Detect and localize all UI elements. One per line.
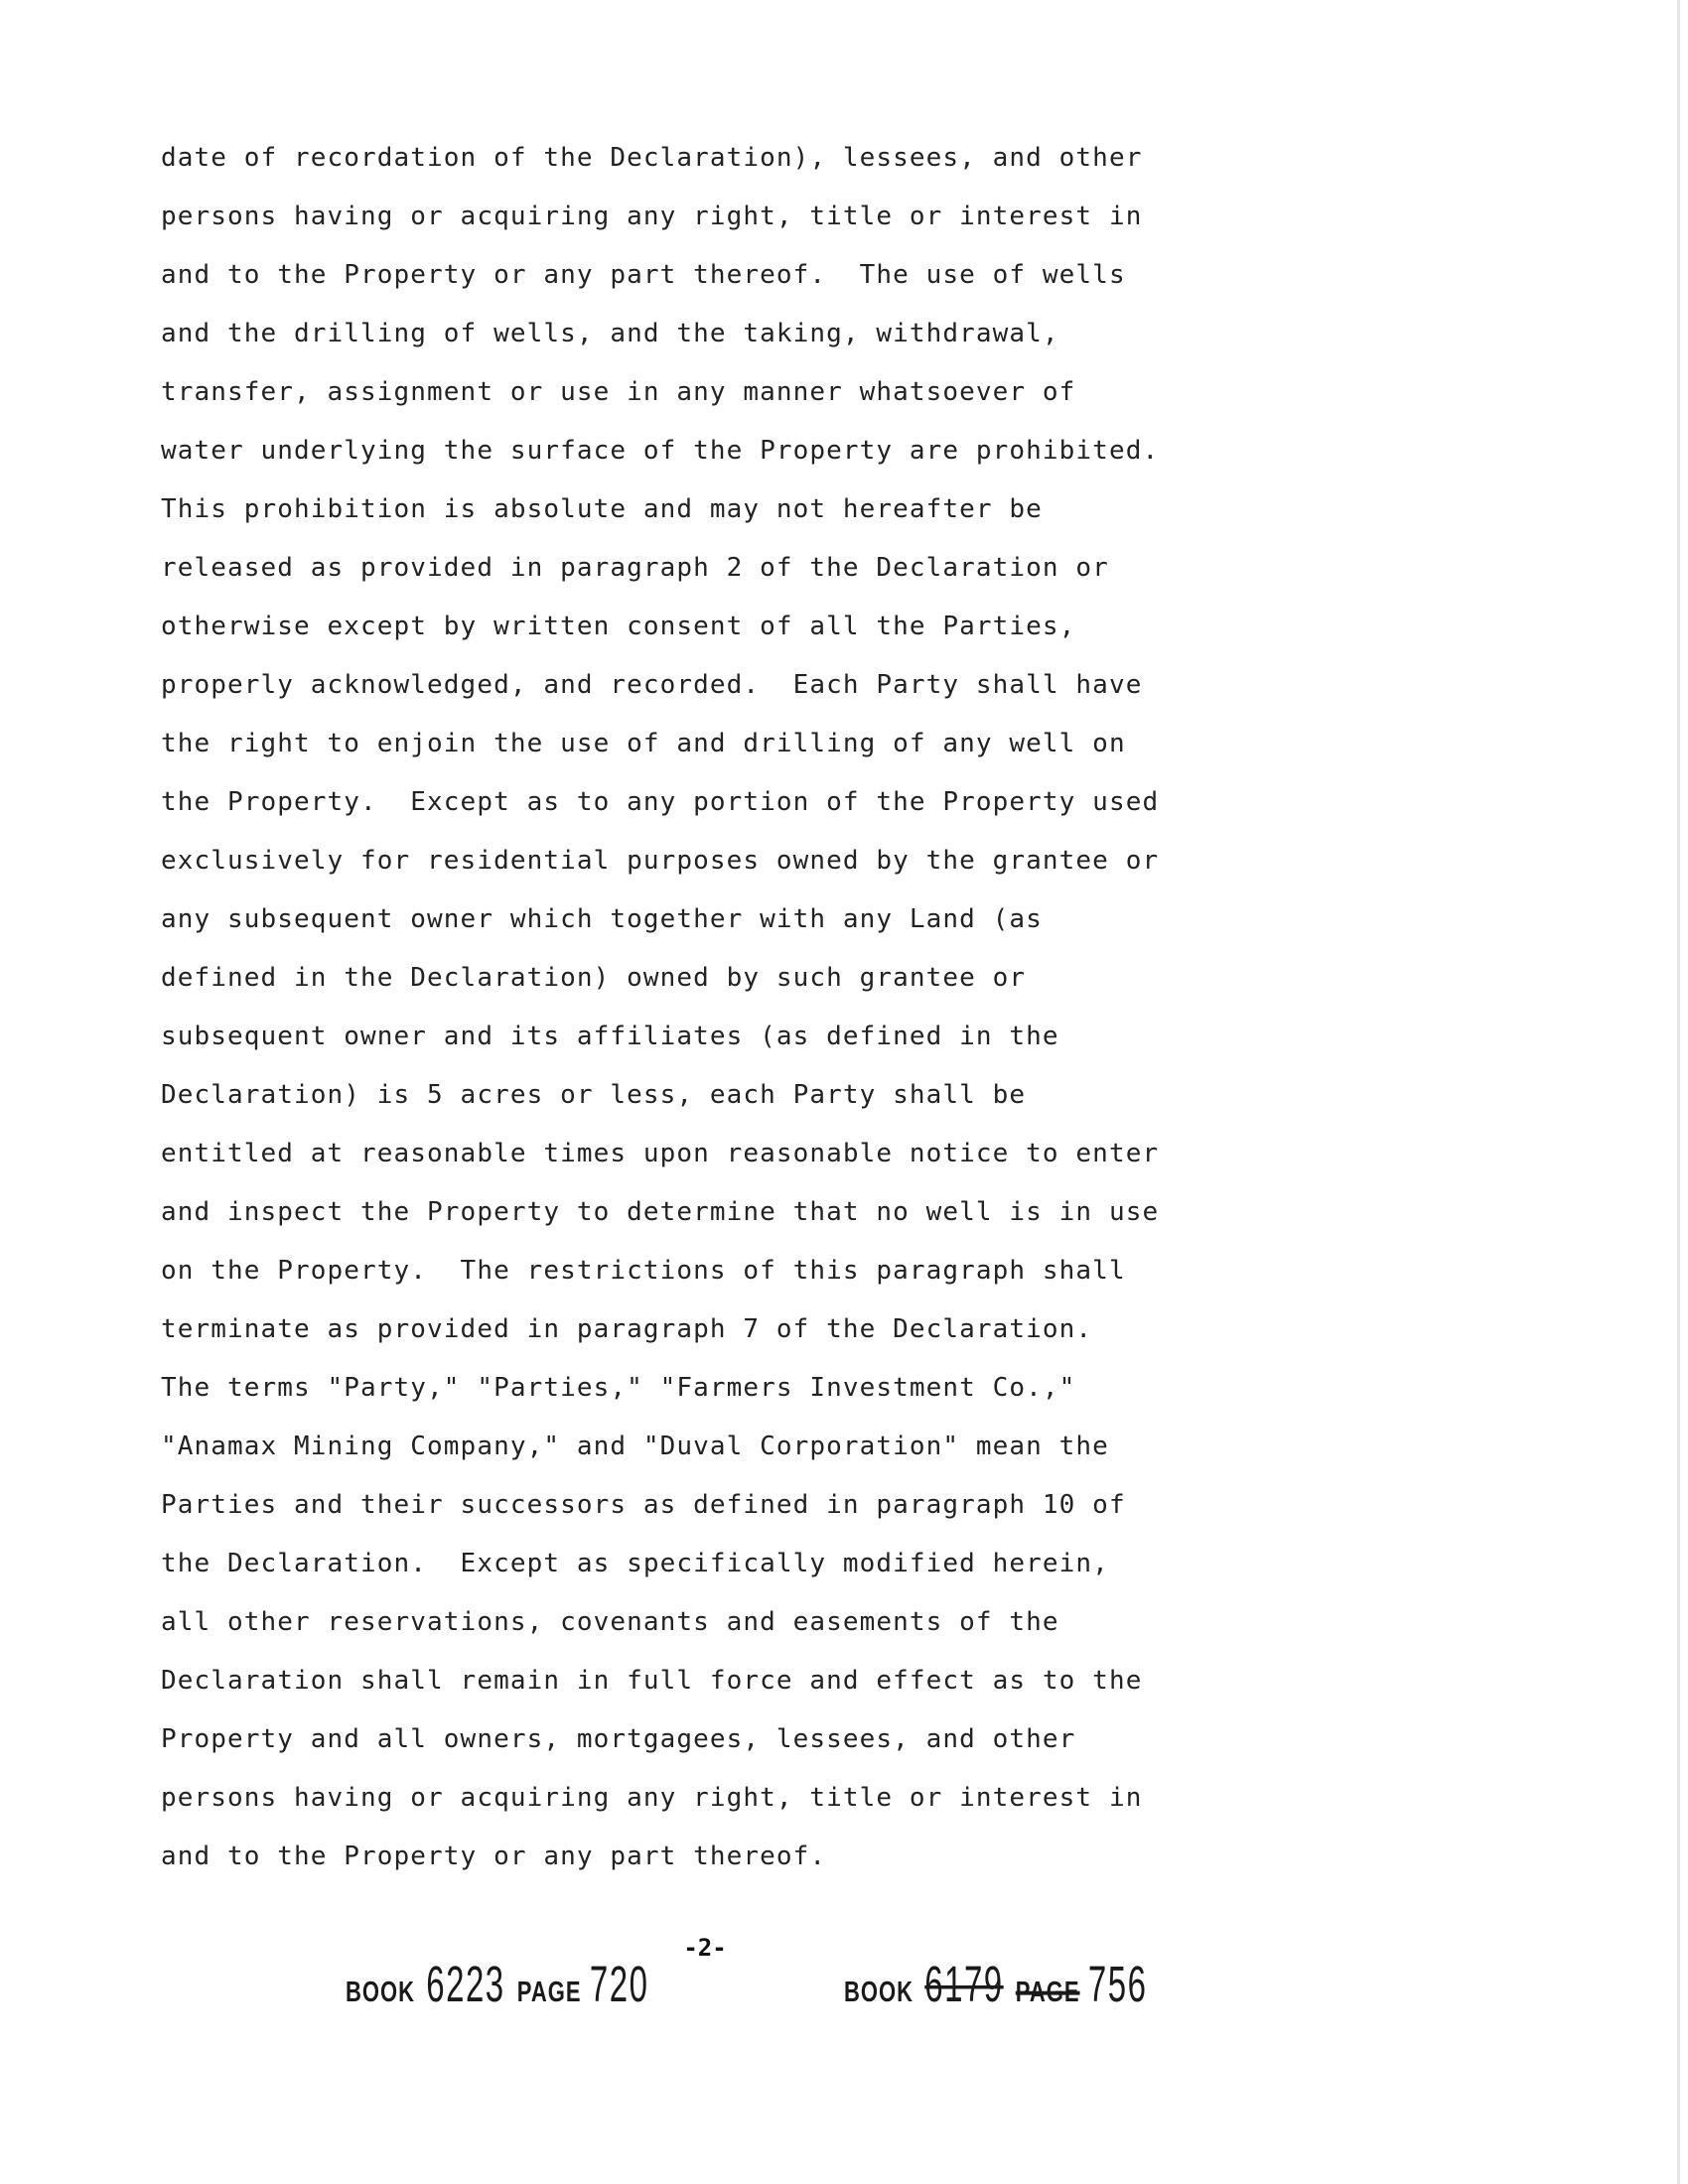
text-line: properly acknowledged, and recorded. Each Party shall have	[161, 670, 1143, 700]
text-line: This prohibition is absolute and may not hereafter be	[161, 494, 1043, 524]
recording-stamp-left	[346, 1957, 652, 2013]
text-line: any subsequent owner which together with any Land (as	[161, 904, 1043, 934]
text-line: "Anamax Mining Company," and "Duval Corporation" mean the	[161, 1432, 1109, 1461]
stamp-page-label: PAGE	[516, 1976, 582, 2008]
text-line: entitled at reasonable times upon reasonable notice to enter	[161, 1139, 1160, 1168]
stamp-page-number: 720	[589, 1957, 649, 2013]
text-line: Property and all owners, mortgagees, lessees, and other	[161, 1724, 1076, 1754]
stamp-page-label: PAGE	[1015, 1976, 1080, 2008]
text-line: water underlying the surface of the Property are prohibited.	[161, 436, 1160, 466]
document-body	[161, 129, 1263, 1886]
text-line: the right to enjoin the use of and drilling of any well on	[161, 729, 1126, 758]
stamp-book-number: 6179	[924, 1957, 1005, 2013]
text-line: persons having or acquiring any right, title or interest in	[161, 1783, 1143, 1813]
text-line: and to the Property or any part thereof.	[161, 1842, 827, 1871]
text-line: Parties and their successors as defined in paragraph 10 of	[161, 1490, 1126, 1520]
text-line: otherwise except by written consent of all the Parties,	[161, 612, 1076, 641]
text-line: persons having or acquiring any right, title or interest in	[161, 202, 1143, 231]
text-line: The terms "Party," "Parties," "Farmers Investment Co.,"	[161, 1373, 1076, 1403]
stamp-book-number: 6223	[426, 1957, 506, 2013]
text-line: Declaration) is 5 acres or less, each Party shall be	[161, 1080, 1027, 1110]
text-line: subsequent owner and its affiliates (as defined in the	[161, 1022, 1059, 1051]
text-line: and the drilling of wells, and the taking, withdrawal,	[161, 319, 1059, 348]
text-line: the Property. Except as to any portion of the Property used	[161, 787, 1160, 817]
text-line: transfer, assignment or use in any manner whatsoever of	[161, 377, 1076, 407]
text-line: and to the Property or any part thereof. The use of wells	[161, 260, 1126, 290]
text-line: Declaration shall remain in full force and effect as to the	[161, 1666, 1143, 1696]
text-line: exclusively for residential purposes owned by the grantee or	[161, 846, 1160, 876]
text-line: defined in the Declaration) owned by such grantee or	[161, 963, 1027, 993]
text-line: released as provided in paragraph 2 of the Declaration or	[161, 553, 1109, 583]
page-edge	[1677, 0, 1680, 2184]
page-number: -2-	[683, 1934, 727, 1962]
text-line: all other reservations, covenants and easements of the	[161, 1607, 1059, 1637]
stamp-book-label: BOOK	[844, 1976, 914, 2008]
stamp-book-label: BOOK	[346, 1976, 415, 2008]
stamp-page-number: 756	[1087, 1957, 1148, 2013]
text-line: date of recordation of the Declaration), lessees, and other	[161, 143, 1143, 173]
recording-stamp-right	[844, 1957, 1151, 2013]
text-line: on the Property. The restrictions of this paragraph shall	[161, 1256, 1126, 1286]
text-line: the Declaration. Except as specifically modified herein,	[161, 1549, 1109, 1578]
text-line: terminate as provided in paragraph 7 of the Declaration.	[161, 1314, 1093, 1344]
text-line: and inspect the Property to determine that no well is in use	[161, 1197, 1160, 1227]
